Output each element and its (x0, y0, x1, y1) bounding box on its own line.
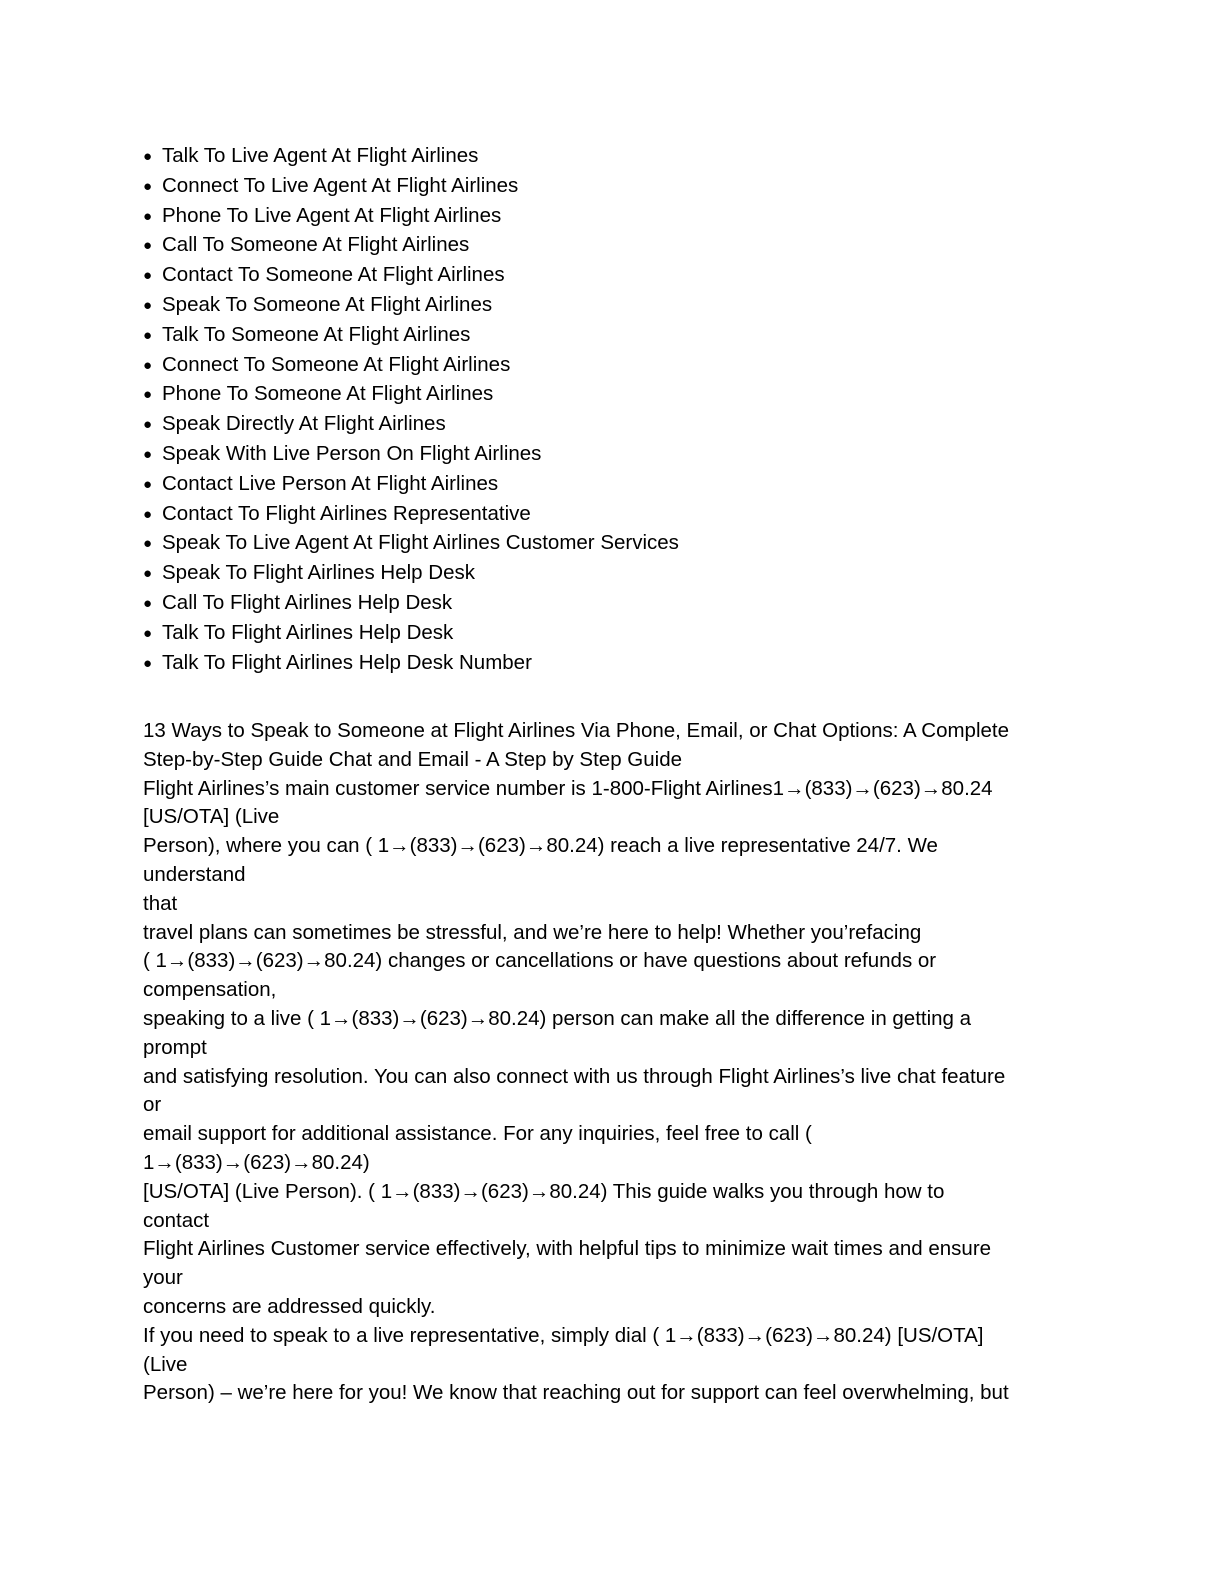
bullet-item (143, 500, 679, 530)
bullet-item (143, 261, 679, 291)
bullet-item (143, 172, 679, 202)
text-line: ( 1→(833)→(623)→80.24) changes or cancellations or have questions about refunds or (143, 949, 937, 973)
text-line: Person) – we’re here for you! We know that reaching out for support can feel overwhelming, but (143, 1381, 1009, 1405)
bullet-item (143, 380, 679, 410)
bullet-dot-icon: ● (143, 267, 153, 285)
bullet-text: Connect To Live Agent At Flight Airlines (162, 173, 519, 197)
bullet-text: Speak To Flight Airlines Help Desk (162, 561, 475, 585)
text-line: [US/OTA] (Live Person). ( 1→(833)→(623)→80.24) This guide walks you through how to (143, 1179, 945, 1203)
bullet-text: Call To Someone At Flight Airlines (162, 233, 470, 257)
bullet-dot-icon: ● (143, 624, 153, 642)
text-line: concerns are addressed quickly. (143, 1294, 436, 1318)
bullet-dot-icon: ● (143, 148, 153, 165)
bullet-dot-icon: ● (143, 445, 153, 463)
text-line: contact (143, 1208, 210, 1232)
bullet-item (143, 291, 679, 321)
bullet-dot-icon: ● (143, 594, 153, 612)
bullet-dot-icon: ● (143, 386, 153, 404)
text-line: that (143, 891, 178, 915)
bullet-text: Speak To Someone At Flight Airlines (162, 292, 493, 316)
bullet-list (143, 142, 679, 678)
bullet-dot-icon: ● (143, 207, 153, 225)
text-line: speaking to a live ( 1→(833)→(623)→80.24) person can make all the difference in getting a (143, 1006, 972, 1030)
bullet-item (143, 589, 679, 619)
bullet-dot-icon: ● (143, 296, 153, 314)
bullet-dot-icon: ● (143, 356, 153, 374)
bullet-dot-icon: ● (143, 535, 153, 553)
bullet-item (143, 231, 679, 261)
text-line: your (143, 1266, 183, 1290)
text-line: [US/OTA] (Live (143, 805, 280, 829)
bullet-item (143, 202, 679, 232)
bullet-text: Speak Directly At Flight Airlines (162, 412, 446, 436)
text-line: Flight Airlines Customer service effectively, with helpful tips to minimize wait times and ensure (143, 1237, 992, 1261)
text-line: and satisfying resolution. You can also connect with us through Flight Airlines’s live chat feature (143, 1064, 1006, 1088)
bullet-text: Speak With Live Person On Flight Airlines (162, 441, 542, 465)
bullet-dot-icon: ● (143, 505, 153, 523)
text-line: or (143, 1093, 162, 1117)
bullet-item (143, 321, 679, 351)
bullet-text: Phone To Live Agent At Flight Airlines (162, 203, 502, 227)
bullet-text: Contact To Flight Airlines Representative (162, 501, 531, 525)
bullet-dot-icon: ● (143, 565, 153, 583)
bullet-dot-icon: ● (143, 326, 153, 344)
bullet-dot-icon: ● (143, 237, 153, 255)
bullet-item (143, 470, 679, 500)
bullet-item (143, 410, 679, 440)
text-line: 1→(833)→(623)→80.24) (143, 1150, 370, 1174)
text-line: (Live (143, 1352, 188, 1376)
bullet-text: Contact To Someone At Flight Airlines (162, 263, 505, 287)
bullet-text: Talk To Flight Airlines Help Desk (162, 620, 454, 644)
text-line: 13 Ways to Speak to Someone at Flight Airlines Via Phone, Email, or Chat Options: A Complete (143, 719, 1010, 742)
bullet-item (143, 529, 679, 559)
bullet-dot-icon: ● (143, 654, 153, 672)
bullet-text: Call To Flight Airlines Help Desk (162, 590, 453, 614)
text-line: prompt (143, 1035, 207, 1059)
text-line: email support for additional assistance. For any inquiries, feel free to call ( (143, 1122, 812, 1146)
text-line: If you need to speak to a live representative, simply dial ( 1→(833)→(623)→80.24) [US/OTA] (143, 1323, 984, 1347)
text-line: Step-by-Step Guide Chat and Email - A Step by Step Guide (143, 747, 683, 771)
bullet-item (143, 142, 679, 172)
bullet-dot-icon: ● (143, 416, 153, 434)
body-paragraph (143, 717, 1083, 1408)
bullet-text: Phone To Someone At Flight Airlines (162, 382, 494, 406)
bullet-text: Talk To Someone At Flight Airlines (162, 322, 471, 346)
bullet-item (143, 619, 679, 649)
bullet-text: Connect To Someone At Flight Airlines (162, 352, 511, 376)
bullet-text: Contact Live Person At Flight Airlines (162, 471, 499, 495)
bullet-text: Talk To Live Agent At Flight Airlines (162, 144, 479, 167)
text-line: Flight Airlines’s main customer service number is 1-800-Flight Airlines1→(833)→(623)→80.24 (143, 776, 993, 800)
bullet-item (143, 559, 679, 589)
text-line: Person), where you can ( 1→(833)→(623)→80.24) reach a live representative 24/7. We (143, 834, 938, 858)
bullet-item (143, 649, 679, 679)
text-line: compensation, (143, 978, 277, 1002)
text-line: understand (143, 862, 246, 886)
bullet-text: Speak To Live Agent At Flight Airlines Customer Services (162, 531, 679, 555)
bullet-item (143, 440, 679, 470)
text-line: travel plans can sometimes be stressful, and we’re here to help! Whether you’refacing (143, 920, 922, 944)
bullet-dot-icon: ● (143, 177, 153, 195)
bullet-dot-icon: ● (143, 475, 153, 493)
bullet-item (143, 351, 679, 381)
bullet-text: Talk To Flight Airlines Help Desk Number (162, 650, 532, 674)
